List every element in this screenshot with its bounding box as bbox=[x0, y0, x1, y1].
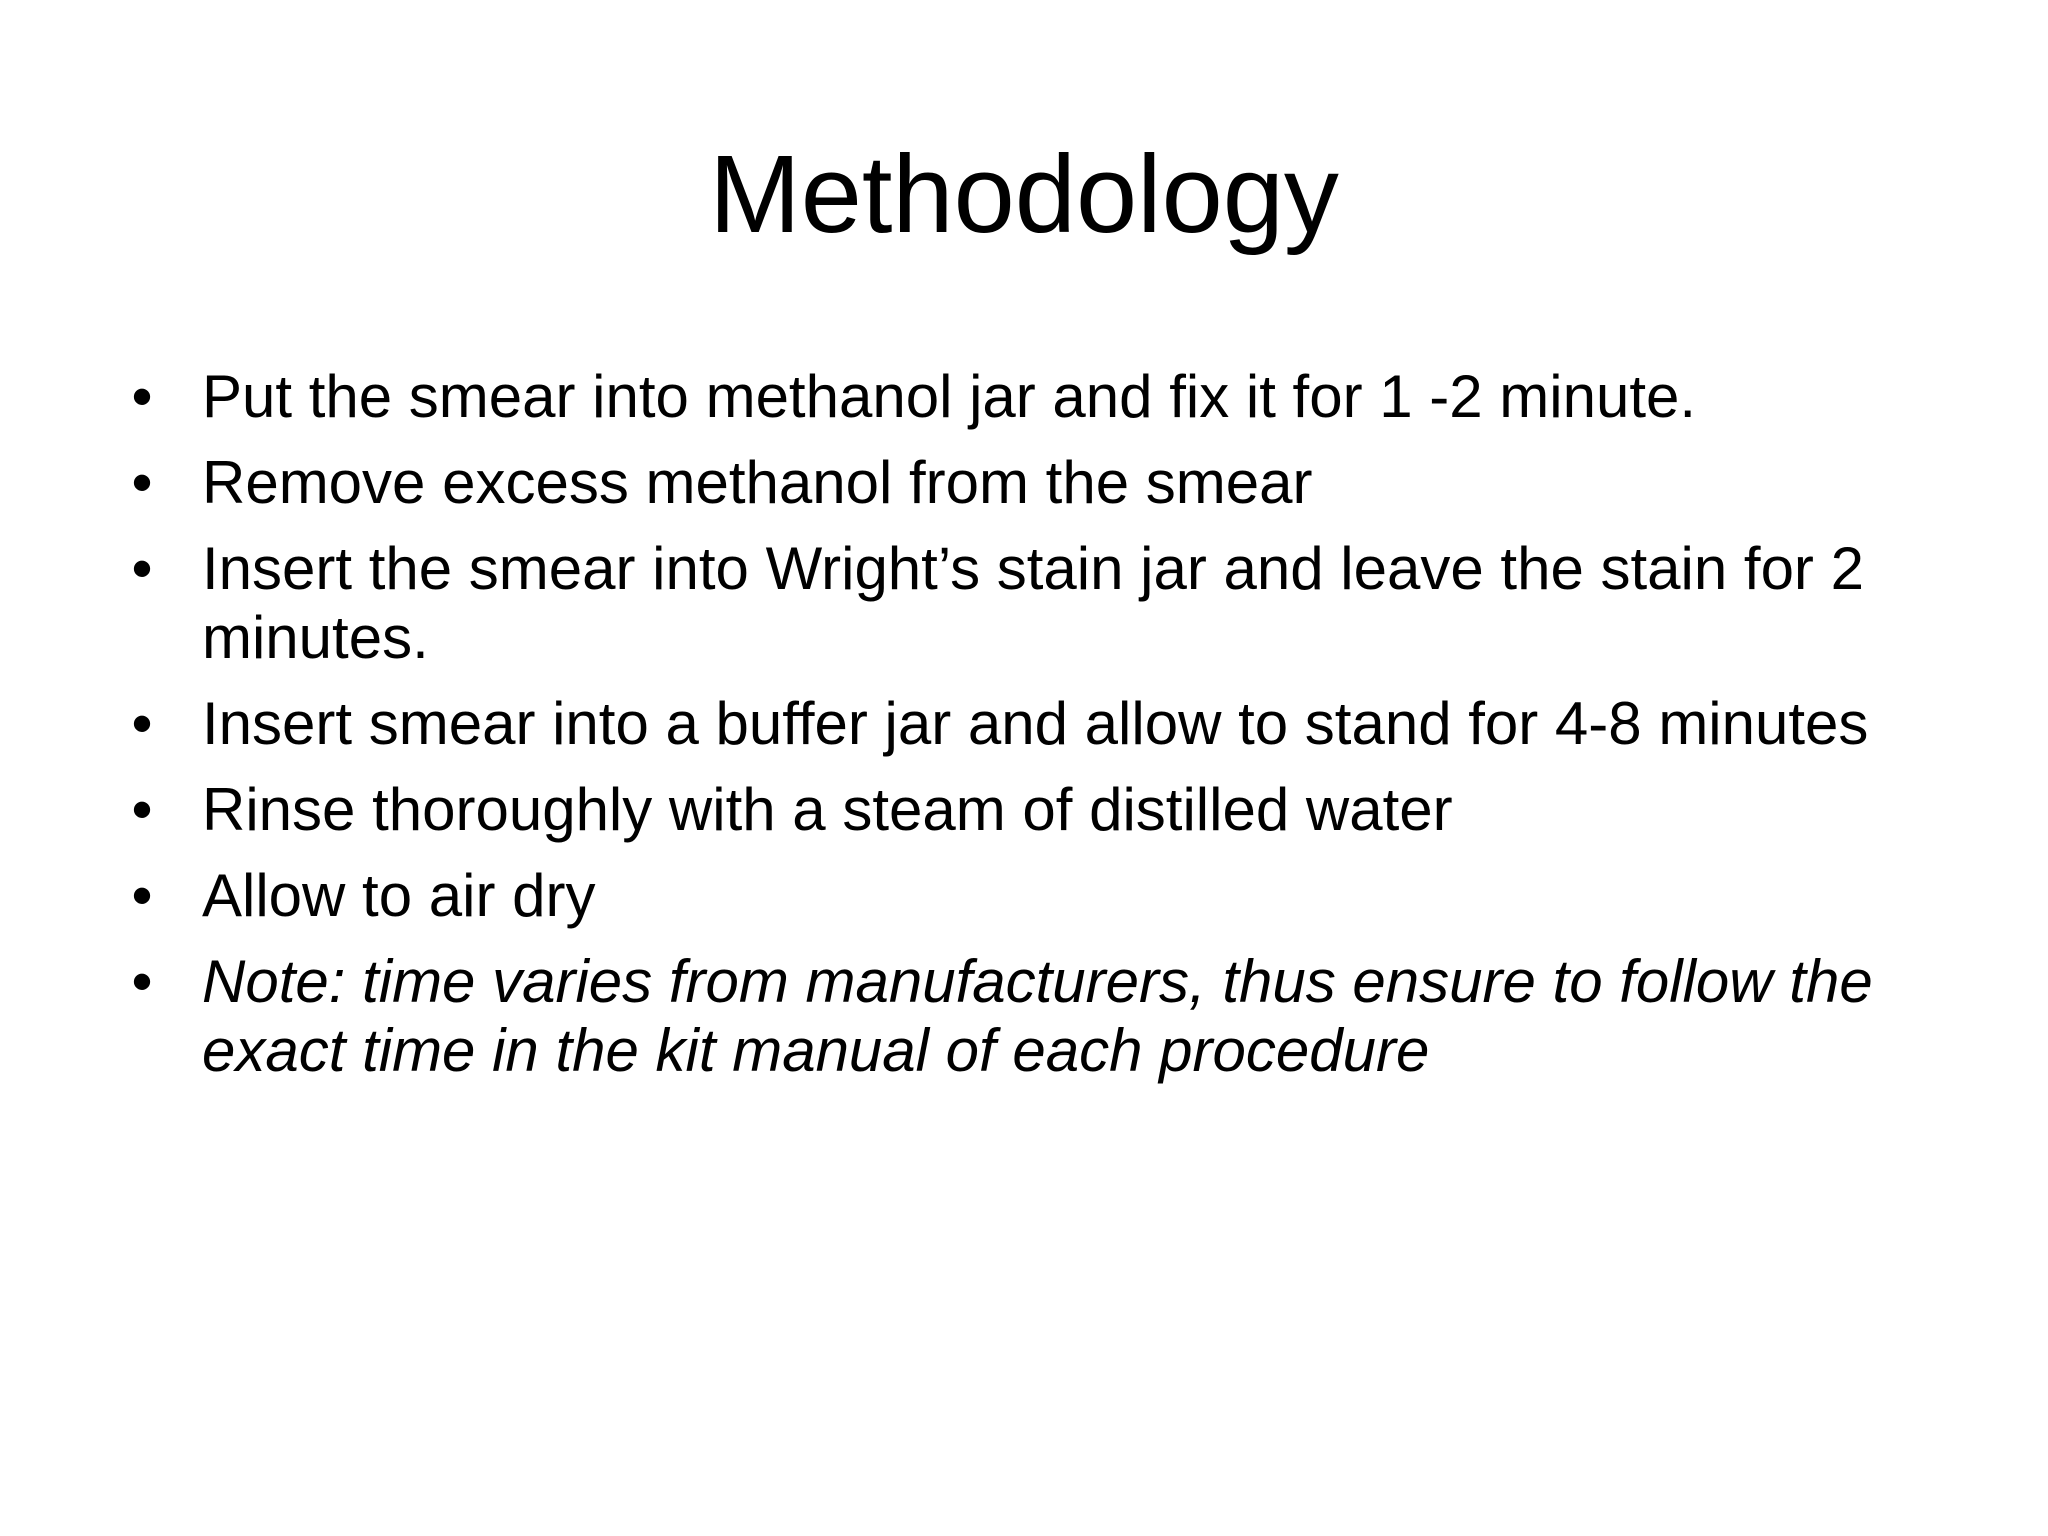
bullet-item-note bbox=[122, 947, 1982, 1085]
bullet-text: Remove excess methanol from the smear bbox=[202, 449, 1313, 516]
bullet-icon: • bbox=[131, 948, 153, 1015]
bullet-item-wright-stain bbox=[122, 534, 1982, 672]
bullet-text: Rinse thoroughly with a steam of distilled water bbox=[202, 776, 1453, 843]
bullet-text: Put the smear into methanol jar and fix it for 1 -2 minute. bbox=[202, 363, 1697, 430]
bullet-text: Insert the smear into Wright’s stain jar and leave the stain for 2 minutes. bbox=[202, 535, 1864, 671]
bullet-icon: • bbox=[131, 690, 153, 757]
note-text: Note: time varies from manufacturers, thus ensure to follow the exact time in the kit manual of each procedure bbox=[202, 948, 1873, 1084]
slide-title: Methodology bbox=[709, 133, 1339, 256]
bullet-item-remove-methanol bbox=[122, 448, 1982, 517]
bullet-icon: • bbox=[131, 535, 153, 602]
bullet-text: Allow to air dry bbox=[202, 862, 596, 929]
bullet-text: Insert smear into a buffer jar and allow to stand for 4-8 minutes bbox=[202, 690, 1869, 757]
bullet-icon: • bbox=[131, 776, 153, 843]
bullet-item-air-dry bbox=[122, 861, 1982, 930]
bullet-item-rinse bbox=[122, 775, 1982, 844]
bullet-icon: • bbox=[131, 449, 153, 516]
bullet-icon: • bbox=[131, 862, 153, 929]
bullet-item-fix-methanol bbox=[122, 362, 1982, 431]
bullet-list bbox=[122, 362, 1982, 1102]
bullet-item-buffer-jar bbox=[122, 689, 1982, 758]
bullet-icon: • bbox=[131, 363, 153, 430]
